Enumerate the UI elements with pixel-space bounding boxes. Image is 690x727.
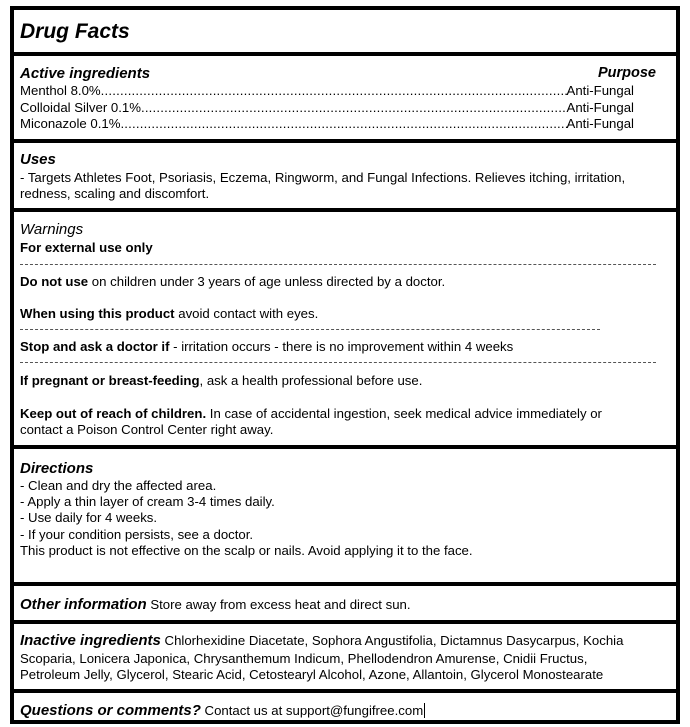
direction-line: - Use daily for 4 weeks. <box>20 510 158 525</box>
dashed-divider <box>20 362 656 363</box>
do-not-use-warning <box>20 274 445 290</box>
stop-use-warning <box>20 339 513 355</box>
when-using-label: When using this product <box>20 306 175 321</box>
ingredient-purpose: Anti-Fungal <box>566 116 634 131</box>
contact-text: Contact us at support@fungifree.com <box>200 703 424 718</box>
leader-dots <box>141 100 567 116</box>
leader-dots <box>120 116 566 132</box>
keep-out-text-continued: contact a Poison Control Center right away. <box>20 422 274 437</box>
warnings-heading: Warnings <box>20 221 84 238</box>
dashed-divider <box>20 329 600 330</box>
section-divider <box>14 208 676 212</box>
uses-heading: Uses <box>20 151 56 168</box>
questions-heading: Questions or comments? <box>20 702 201 719</box>
stop-use-text: - irritation occurs - there is no improvement within 4 weeks <box>169 339 514 354</box>
ingredient-purpose: Anti-Fungal <box>566 83 634 98</box>
other-information-heading: Other information <box>20 596 147 613</box>
other-information <box>20 596 411 614</box>
text-cursor <box>424 703 425 718</box>
section-divider <box>14 582 676 586</box>
page-title: Drug Facts <box>20 20 130 43</box>
ingredient-name: Menthol 8.0% <box>20 83 101 98</box>
direction-line: - Clean and dry the affected area. <box>20 478 217 493</box>
do-not-use-label: Do not use <box>20 274 89 289</box>
direction-line: - Apply a thin layer of cream 3-4 times daily. <box>20 494 275 509</box>
section-divider <box>14 620 676 624</box>
keep-out-text: In case of accidental ingestion, seek medical advice immediately or <box>206 406 602 421</box>
active-ingredients-heading: Active ingredients <box>20 65 151 82</box>
drug-facts-panel <box>10 6 680 724</box>
questions-line <box>20 702 425 720</box>
when-using-text: avoid contact with eyes. <box>174 306 319 321</box>
ingredient-name: Miconazole 0.1% <box>20 116 121 131</box>
purpose-heading: Purpose <box>597 65 656 81</box>
ingredient-row <box>20 83 634 99</box>
pregnancy-text: , ask a health professional before use. <box>199 373 423 388</box>
inactive-ingredients-heading: Inactive ingredients <box>20 632 161 649</box>
leader-dots <box>101 83 567 99</box>
section-divider <box>14 139 676 143</box>
section-divider <box>14 445 676 449</box>
uses-text: redness, scaling and discomfort. <box>20 186 210 201</box>
keep-out-warning <box>20 406 602 422</box>
external-use-warning: For external use only <box>20 240 153 255</box>
ingredient-row <box>20 100 634 116</box>
pregnancy-label: If pregnant or breast-feeding <box>20 373 200 388</box>
stop-use-label: Stop and ask a doctor if <box>20 339 170 354</box>
do-not-use-text: on children under 3 years of age unless directed by a doctor. <box>88 274 446 289</box>
inactive-ingredients-text: Petroleum Jelly, Glycerol, Stearic Acid, Cetostearyl Alcohol, Azone, Allantoin, Glycerol Monostearate <box>20 667 604 682</box>
inactive-ingredients-text: Scoparia, Lonicera Japonica, Chrysanthemum Indicum, Phellodendron Amurense, Cnidii Fructus, <box>20 651 588 666</box>
ingredient-row <box>20 116 634 132</box>
when-using-warning <box>20 306 318 322</box>
inactive-ingredients-text: Chlorhexidine Diacetate, Sophora Angustifolia, Dictamnus Dasycarpus, Kochia <box>160 633 624 648</box>
inactive-ingredients <box>20 632 623 650</box>
ingredient-purpose: Anti-Fungal <box>566 100 634 115</box>
directions-heading: Directions <box>20 460 94 477</box>
ingredient-name: Colloidal Silver 0.1% <box>20 100 141 115</box>
keep-out-label: Keep out of reach of children. <box>20 406 207 421</box>
pregnancy-warning <box>20 373 422 389</box>
section-divider <box>14 52 676 56</box>
direction-line: - If your condition persists, see a doctor. <box>20 527 254 542</box>
direction-line: This product is not effective on the scalp or nails. Avoid applying it to the face. <box>20 543 473 558</box>
section-divider <box>14 689 676 693</box>
other-information-text: Store away from excess heat and direct sun. <box>146 597 411 612</box>
dashed-divider <box>20 264 656 265</box>
uses-text: - Targets Athletes Foot, Psoriasis, Eczema, Ringworm, and Fungal Infections. Relieves itching, irritation, <box>20 170 626 185</box>
